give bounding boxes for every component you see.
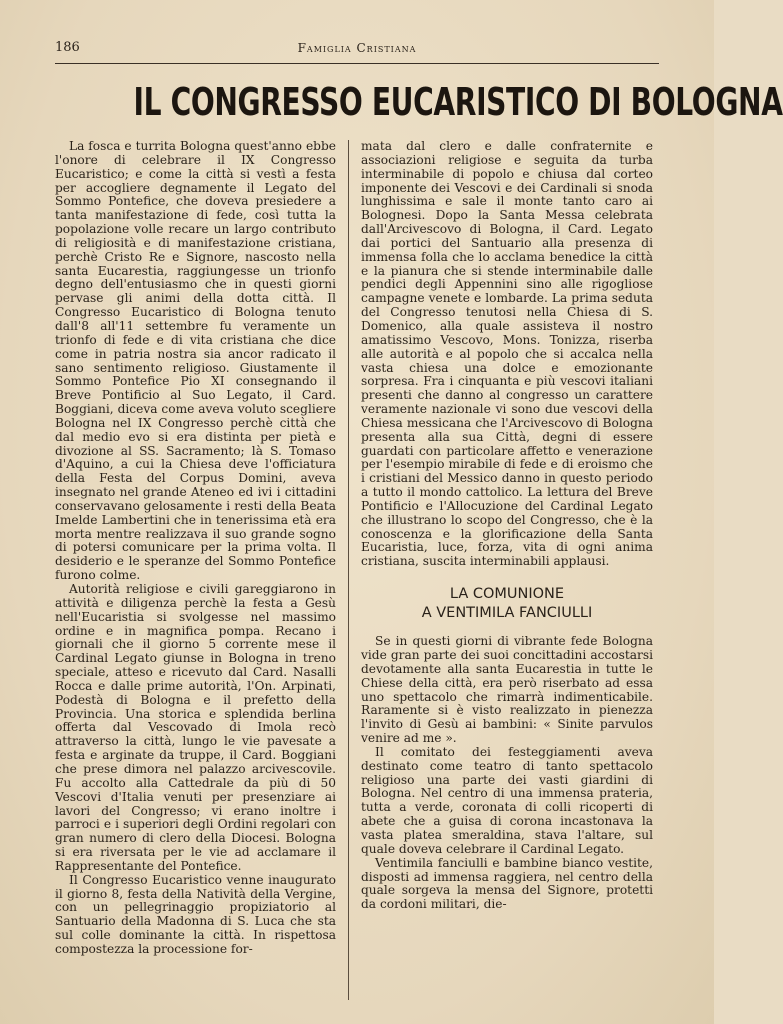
paragraph: La fosca e turrita Bologna quest'anno ebbe l'onore di celebrare il IX Congresso Eucaristico; e come la città si vestì a festa per accogliere degnamente il Legato del Sommo Pontefice, che doveva presiedere a tanta manifestazione di fede, così tutta la popolazione volle recare un largo contributo di religiosità e di manifestazione cristiana, perchè Cristo Re e Signore, nascosto nella santa Eucarestia, raggiungesse un trionfo degno dell'entusiasmo che in questi giorni pervase gli animi della dotta città. Il Congresso Eucaristico di Bologna tenuto dall'8 all'11 settembre fu veramente un trionfo di fede e di vita cristiana che dice come in patria nostra sia ancor radicato il sano sentimento religioso. Giustamente il Sommo Pontefice Pio XI consegnando il Breve Pontificio al Suo Legato, il Card. Boggiani, diceva come aveva voluto scegliere Bologna nel IX Congresso perchè città che dal medio evo si era distinta per pietà e divozione al SS. Sacramento; là S. Tomaso d'Aquino, a cui la Chiesa deve l'officiatura della Festa del Corpus Domini, aveva insegnato nel grande Ateneo ed ivi i cittadini conservavano gelosamente i resti della Beata Imelde Lambertini che in tenerissima età era morta mentre realizzava il suo grande sogno di potersi comunicare per la prima volta. Il desiderio e le speranze del Sommo Pontefice furono colme. bbox=[55, 139, 336, 583]
paragraph: Il comitato dei festeggiamenti aveva destinato come teatro di tanto spettacolo religioso una parte dei vasti giardini di Bologna. Nel centro di una immensa prateria, tutta a verde, coronata di colli ricoperti di abete che a guisa di corona incastonava la vasta platea smeraldina, stava l'altare, sul quale doveva celebrare il Cardinal Legato. bbox=[361, 744, 653, 856]
left-column bbox=[55, 140, 336, 957]
right-column bbox=[361, 140, 653, 912]
page-number: 186 bbox=[55, 40, 80, 55]
running-head bbox=[55, 40, 659, 60]
paragraph: Il Congresso Eucaristico venne inaugurato il giorno 8, festa della Natività della Vergine, con un pellegrinaggio propiziatorio al Santuario della Madonna di S. Luca che sta sul colle dominante la città. In rispettosa compostezza la processione for- bbox=[55, 872, 336, 956]
paragraph: Se in questi giorni di vibrante fede Bologna vide gran parte dei suoi concittadini accostarsi devotamente alla santa Eucarestia in tutte le Chiese della città, era però riserbato ad essa uno spettacolo che rimarrà indimenticabile. Raramente si è visto realizzato in pienezza l'invito di Gesù ai bambini: « Sinite parvulos venire ad me ». bbox=[361, 634, 653, 746]
publication-name: Famiglia Cristiana bbox=[297, 41, 417, 55]
paragraph: Ventimila fanciulli e bambine bianco vestite, disposti ad immensa raggiera, nel centro della quale sorgeva la mensa del Signore, protetti da cordoni militari, die- bbox=[361, 855, 653, 912]
section-subheading bbox=[361, 585, 653, 623]
subheading-line: LA COMUNIONE bbox=[449, 586, 565, 603]
column-divider bbox=[348, 140, 349, 1000]
article-title: IL CONGRESSO EUCARISTICO DI BOLOGNA bbox=[133, 80, 783, 124]
subheading-line: A VENTIMILA FANCIULLI bbox=[421, 605, 593, 622]
paragraph: Autorità religiose e civili gareggiarono in attività e diligenza perchè la festa a Gesù nell'Eucaristia si svolgesse nel massimo ordine e in magnifica pompa. Recano i giornali che il giorno 5 corrente mese il Cardinal Legato giunse in Bologna in treno speciale, atteso e ricevuto dal Card. Nasalli Rocca e dalle prime autorità, l'On. Arpinati, Podestà di Bologna e il prefetto della Provincia. Una storica e splendida berlina offerta dal Vescovado di Imola recò attraverso la città, lungo le vie pavesate a festa e arginate da truppe, il Card. Boggiani che prese dimora nel palazzo arcivescovile. Fu accolto alla Cattedrale da più di 50 Vescovi d'Italia venuti per presenziare ai lavori del Congresso; vi erano inoltre i parroci e i superiori degli Ordini regolari con gran numero di clero della Diocesi. Bologna si era riversata per le vie ad acclamare il Rappresentante del Pontefice. bbox=[55, 582, 336, 873]
paragraph: mata dal clero e dalle confraternite e associazioni religiose e seguita da turba interminabile di popolo e chiusa dal corteo imponente dei Vescovi e dei Cardinali si snoda lunghissima e sale il monte tanto caro ai Bolognesi. Dopo la Santa Messa celebrata dall'Arcivescovo di Bologna, il Card. Legato dai portici del Santuario alla presenza di immensa folla che lo acclama benedice la città e la pianura che si stende interminabile dalle pendici degli Appennini sino alle rigogliose campagne venete e lombarde. La prima seduta del Congresso tenutosi nella Chiesa di S. Domenico, alla quale assisteva il nostro amatissimo Vescovo, Mons. Tonizza, riserba alle autorità e al popolo che si accalca nella vasta chiesa una dolce e emozionante sorpresa. Fra i cinquanta e più vescovi italiani presenti che danno al congresso un carattere veramente nazionale vi sono due vescovi della Chiesa messicana che l'Arcivescovo di Bologna presenta alla sua Città, degni di essere guardati con particolare affetto e venerazione per l'esempio mirabile di fede e di eroismo che i cristiani del Messico danno in questo periodo a tutto il mondo cattolico. La lettura del Breve Pontificio e l'Allocuzione del Cardinal Legato che illustrano lo scopo del Congresso, che è la conoscenza e la glorificazione della Santa Eucaristia, luce, forza, vita di ogni anima cristiana, suscita interminabili applausi. bbox=[361, 139, 653, 569]
header-rule bbox=[55, 63, 659, 64]
